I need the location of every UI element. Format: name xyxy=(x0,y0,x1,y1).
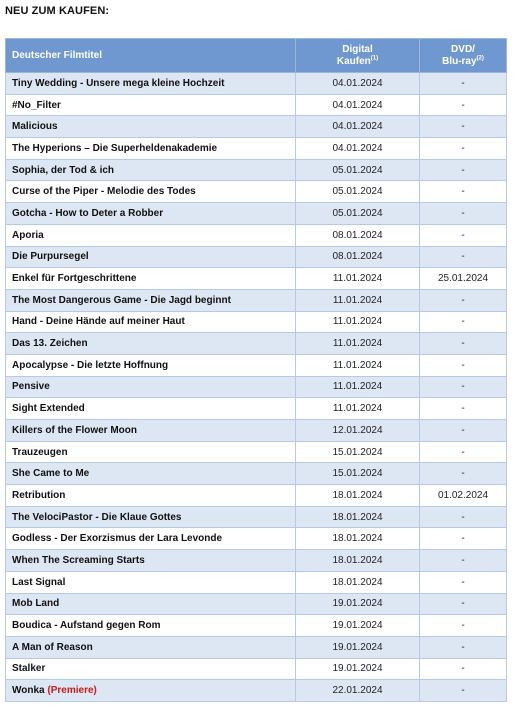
film-title-cell xyxy=(6,398,296,420)
table-row xyxy=(6,615,507,637)
film-title-cell xyxy=(6,181,296,203)
table-row xyxy=(6,181,507,203)
digital-date-cell: 04.01.2024 xyxy=(296,94,420,116)
table-row xyxy=(6,203,507,225)
film-title: Wonka xyxy=(12,685,45,697)
film-title-cell xyxy=(6,680,296,702)
film-title: Pensive xyxy=(12,381,50,393)
film-title-cell xyxy=(6,311,296,333)
table-row xyxy=(6,376,507,398)
dvd-date-cell: - xyxy=(420,376,507,398)
digital-date-cell: 15.01.2024 xyxy=(296,441,420,463)
table-row xyxy=(6,94,507,116)
dvd-date-cell: - xyxy=(420,636,507,658)
digital-date-cell: 18.01.2024 xyxy=(296,528,420,550)
film-title: Tiny Wedding - Unsere mega kleine Hochzeit xyxy=(12,77,225,89)
table-row xyxy=(6,138,507,160)
digital-date-cell: 08.01.2024 xyxy=(296,224,420,246)
film-title: She Came to Me xyxy=(12,468,90,480)
digital-date-cell: 18.01.2024 xyxy=(296,571,420,593)
film-title-cell xyxy=(6,94,296,116)
film-title-cell xyxy=(6,528,296,550)
digital-date-cell: 11.01.2024 xyxy=(296,311,420,333)
film-title-cell xyxy=(6,376,296,398)
film-title-cell xyxy=(6,224,296,246)
table-row xyxy=(6,680,507,702)
column-header-dvd xyxy=(420,39,507,73)
dvd-date-cell: - xyxy=(420,333,507,355)
table-row xyxy=(6,354,507,376)
table-row xyxy=(6,311,507,333)
film-title-cell xyxy=(6,636,296,658)
dvd-date-cell: - xyxy=(420,246,507,268)
film-title: When The Screaming Starts xyxy=(12,554,145,566)
film-title: Gotcha - How to Deter a Robber xyxy=(12,207,164,219)
film-title: The Hyperions – Die Superheldenakademie xyxy=(12,142,218,154)
table-row xyxy=(6,485,507,507)
film-title-cell xyxy=(6,420,296,442)
table-row xyxy=(6,441,507,463)
table-row xyxy=(6,73,507,95)
film-title: Die Purpursegel xyxy=(12,251,89,263)
digital-date-cell: 22.01.2024 xyxy=(296,680,420,702)
table-row xyxy=(6,528,507,550)
table-row xyxy=(6,289,507,311)
film-title: Killers of the Flower Moon xyxy=(12,424,138,436)
dvd-footnote-marker: (2) xyxy=(476,55,484,62)
film-title-cell xyxy=(6,73,296,95)
premiere-badge: (Premiere) xyxy=(47,685,97,697)
table-row xyxy=(6,159,507,181)
digital-header-line1: Digital xyxy=(342,43,373,55)
film-title: The Most Dangerous Game - Die Jagd beginnt xyxy=(12,294,231,306)
film-title-cell xyxy=(6,333,296,355)
film-title: Curse of the Piper - Melodie des Todes xyxy=(12,186,196,198)
dvd-date-cell: - xyxy=(420,615,507,637)
film-title: Sight Extended xyxy=(12,403,85,415)
table-row xyxy=(6,463,507,485)
film-title-cell xyxy=(6,441,296,463)
release-table xyxy=(5,38,507,702)
table-row xyxy=(6,571,507,593)
film-title-cell xyxy=(6,485,296,507)
dvd-date-cell: - xyxy=(420,73,507,95)
film-title-cell xyxy=(6,246,296,268)
dvd-header-line2: Blu-ray xyxy=(442,55,477,67)
film-title-cell xyxy=(6,354,296,376)
film-title: Boudica - Aufstand gegen Rom xyxy=(12,620,161,632)
dvd-date-cell: - xyxy=(420,593,507,615)
dvd-date-cell: - xyxy=(420,571,507,593)
film-title: The VelociPastor - Die Klaue Gottes xyxy=(12,511,182,523)
column-header-digital xyxy=(296,39,420,73)
film-title-cell xyxy=(6,571,296,593)
table-row xyxy=(6,593,507,615)
digital-date-cell: 04.01.2024 xyxy=(296,73,420,95)
dvd-date-cell: - xyxy=(420,463,507,485)
digital-date-cell: 15.01.2024 xyxy=(296,463,420,485)
digital-date-cell: 11.01.2024 xyxy=(296,354,420,376)
digital-date-cell: 08.01.2024 xyxy=(296,246,420,268)
table-body xyxy=(6,73,507,702)
digital-date-cell: 18.01.2024 xyxy=(296,485,420,507)
table-row xyxy=(6,636,507,658)
film-title-cell xyxy=(6,116,296,138)
dvd-date-cell: - xyxy=(420,680,507,702)
dvd-date-cell: - xyxy=(420,159,507,181)
film-title-cell xyxy=(6,268,296,290)
table-header-row xyxy=(6,39,507,73)
film-title: Godless - Der Exorzismus der Lara Levonde xyxy=(12,533,223,545)
film-title: Aporia xyxy=(12,229,44,241)
dvd-date-cell: - xyxy=(420,203,507,225)
dvd-date-cell: - xyxy=(420,311,507,333)
film-title: Last Signal xyxy=(12,576,66,588)
film-title: Retribution xyxy=(12,489,66,501)
film-title: A Man of Reason xyxy=(12,641,93,653)
digital-date-cell: 18.01.2024 xyxy=(296,506,420,528)
digital-date-cell: 19.01.2024 xyxy=(296,615,420,637)
film-title: Das 13. Zeichen xyxy=(12,338,88,350)
table-row xyxy=(6,116,507,138)
dvd-date-cell: - xyxy=(420,289,507,311)
film-title: Trauzeugen xyxy=(12,446,68,458)
dvd-date-cell: - xyxy=(420,354,507,376)
film-title: #No_Filter xyxy=(12,99,61,111)
table-row xyxy=(6,246,507,268)
digital-footnote-marker: (1) xyxy=(370,55,379,62)
dvd-date-cell: - xyxy=(420,550,507,572)
table-row xyxy=(6,550,507,572)
digital-date-cell: 11.01.2024 xyxy=(296,333,420,355)
dvd-date-cell: - xyxy=(420,420,507,442)
film-title: Hand - Deine Hände auf meiner Haut xyxy=(12,316,185,328)
film-title-cell xyxy=(6,550,296,572)
film-title: Sophia, der Tod & ich xyxy=(12,164,115,176)
digital-date-cell: 19.01.2024 xyxy=(296,593,420,615)
dvd-date-cell: 25.01.2024 xyxy=(420,268,507,290)
film-title-cell xyxy=(6,658,296,680)
dvd-date-cell: - xyxy=(420,94,507,116)
digital-date-cell: 05.01.2024 xyxy=(296,181,420,203)
film-title: Mob Land xyxy=(12,598,60,610)
film-title-cell xyxy=(6,159,296,181)
section-heading: NEU ZUM KAUFEN: xyxy=(5,5,110,17)
film-title: Stalker xyxy=(12,663,46,675)
film-title-cell xyxy=(6,289,296,311)
dvd-date-cell: - xyxy=(420,138,507,160)
film-title: Enkel für Fortgeschrittene xyxy=(12,273,137,285)
dvd-date-cell: - xyxy=(420,506,507,528)
film-title-cell xyxy=(6,506,296,528)
digital-date-cell: 04.01.2024 xyxy=(296,138,420,160)
digital-date-cell: 05.01.2024 xyxy=(296,203,420,225)
digital-date-cell: 11.01.2024 xyxy=(296,398,420,420)
digital-date-cell: 19.01.2024 xyxy=(296,636,420,658)
dvd-header-line1: DVD/ xyxy=(451,43,475,55)
dvd-date-cell: - xyxy=(420,181,507,203)
digital-date-cell: 11.01.2024 xyxy=(296,268,420,290)
film-title: Apocalypse - Die letzte Hoffnung xyxy=(12,359,169,371)
table-row xyxy=(6,398,507,420)
dvd-date-cell: - xyxy=(420,528,507,550)
digital-date-cell: 18.01.2024 xyxy=(296,550,420,572)
table-row xyxy=(6,658,507,680)
digital-date-cell: 11.01.2024 xyxy=(296,376,420,398)
dvd-date-cell: 01.02.2024 xyxy=(420,485,507,507)
film-title-cell xyxy=(6,203,296,225)
digital-date-cell: 05.01.2024 xyxy=(296,159,420,181)
film-title-cell xyxy=(6,138,296,160)
film-title-cell xyxy=(6,593,296,615)
table-row xyxy=(6,268,507,290)
table-row xyxy=(6,224,507,246)
table-row xyxy=(6,506,507,528)
digital-date-cell: 12.01.2024 xyxy=(296,420,420,442)
table-row xyxy=(6,420,507,442)
dvd-date-cell: - xyxy=(420,398,507,420)
table-row xyxy=(6,333,507,355)
dvd-date-cell: - xyxy=(420,441,507,463)
dvd-date-cell: - xyxy=(420,116,507,138)
film-title-cell xyxy=(6,615,296,637)
dvd-date-cell: - xyxy=(420,224,507,246)
film-title-cell xyxy=(6,463,296,485)
digital-date-cell: 11.01.2024 xyxy=(296,289,420,311)
digital-date-cell: 19.01.2024 xyxy=(296,658,420,680)
dvd-date-cell: - xyxy=(420,658,507,680)
film-title: Malicious xyxy=(12,121,58,133)
digital-date-cell: 04.01.2024 xyxy=(296,116,420,138)
digital-header-line2: Kaufen xyxy=(336,55,371,67)
column-header-title: Deutscher Filmtitel xyxy=(6,39,296,73)
